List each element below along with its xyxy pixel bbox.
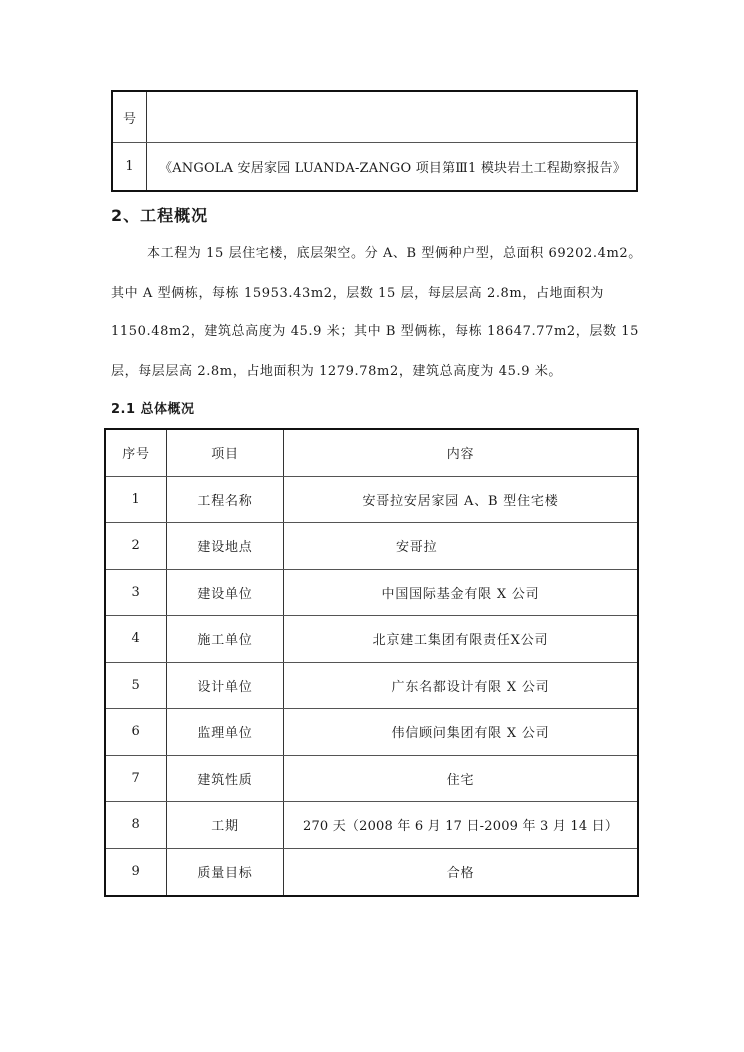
cell-content: 270 天（2008 年 6 月 17 日-2009 年 3 月 14 日） — [302, 819, 619, 835]
header-cell-content: 内容 — [446, 447, 475, 463]
header-cell-title — [147, 92, 636, 142]
overview-table-header-row — [106, 430, 637, 477]
cell-item: 工程名称 — [167, 477, 284, 523]
cell-content: 安哥拉安居家园 A、B 型住宅楼 — [362, 493, 559, 509]
table-row — [106, 663, 637, 710]
cell-item: 建设单位 — [167, 570, 284, 616]
cell-number: 1 — [106, 477, 167, 523]
paragraph-line: 1150.48m2，建筑总高度为 45.9 米；其中 B 型俩栋，每栋 18647.77m2，层数 15 — [111, 324, 640, 339]
cell-number: 5 — [106, 663, 167, 709]
reference-table — [111, 90, 638, 192]
cell-item: 工期 — [167, 802, 284, 848]
cell-title: 《ANGOLA 安居家园 LUANDA-ZANGO 项目第Ⅲ1 模块岩土工程勘察报告》 — [159, 161, 627, 176]
cell-item: 质量目标 — [167, 849, 284, 896]
table-row — [113, 143, 636, 190]
header-cell-item: 项目 — [167, 430, 284, 476]
cell-number: 6 — [106, 709, 167, 755]
cell-item: 施工单位 — [167, 616, 284, 662]
header-cell-number: 号 — [113, 92, 147, 142]
cell-item: 建筑性质 — [167, 756, 284, 802]
cell-number: 3 — [106, 570, 167, 616]
cell-content: 中国国际基金有限 X 公司 — [381, 586, 540, 602]
table-row — [106, 616, 637, 663]
cell-item: 监理单位 — [167, 709, 284, 755]
subsection-heading: 2.1 总体概况 — [111, 402, 195, 417]
paragraph-line: 层，每层层高 2.8m，占地面积为 1279.78m2，建筑总高度为 45.9 米。 — [111, 364, 563, 379]
cell-content: 合格 — [446, 866, 475, 882]
cell-content: 广东名都设计有限 X 公司 — [391, 679, 550, 695]
cell-item: 设计单位 — [167, 663, 284, 709]
paragraph-line: 其中 A 型俩栋，每栋 15953.43m2，层数 15 层，每层层高 2.8m，占地面积为 — [111, 286, 604, 301]
section-heading: 2、工程概况 — [111, 206, 209, 225]
cell-number: 7 — [106, 756, 167, 802]
cell-number: 1 — [113, 143, 147, 190]
cell-content: 伟信顾问集团有限 X 公司 — [391, 726, 550, 742]
table-row — [106, 756, 637, 803]
table-row — [106, 570, 637, 617]
cell-number: 2 — [106, 523, 167, 569]
paragraph-line: 本工程为 15 层住宅楼，底层架空。分 A、B 型俩种户型，总面积 69202.4m2。 — [147, 246, 642, 261]
table-row — [106, 523, 637, 570]
table-row — [106, 477, 637, 524]
cell-item: 建设地点 — [167, 523, 284, 569]
reference-table-header-row — [113, 92, 636, 143]
overview-table — [104, 428, 639, 897]
cell-number: 9 — [106, 849, 167, 896]
cell-number: 4 — [106, 616, 167, 662]
cell-content: 安哥拉 — [396, 540, 438, 556]
table-row — [106, 709, 637, 756]
table-row — [106, 849, 637, 896]
cell-content: 北京建工集团有限责任X公司 — [372, 633, 549, 649]
table-row — [106, 802, 637, 849]
header-cell-number: 序号 — [106, 430, 167, 476]
cell-content: 住宅 — [446, 772, 475, 788]
cell-number: 8 — [106, 802, 167, 848]
